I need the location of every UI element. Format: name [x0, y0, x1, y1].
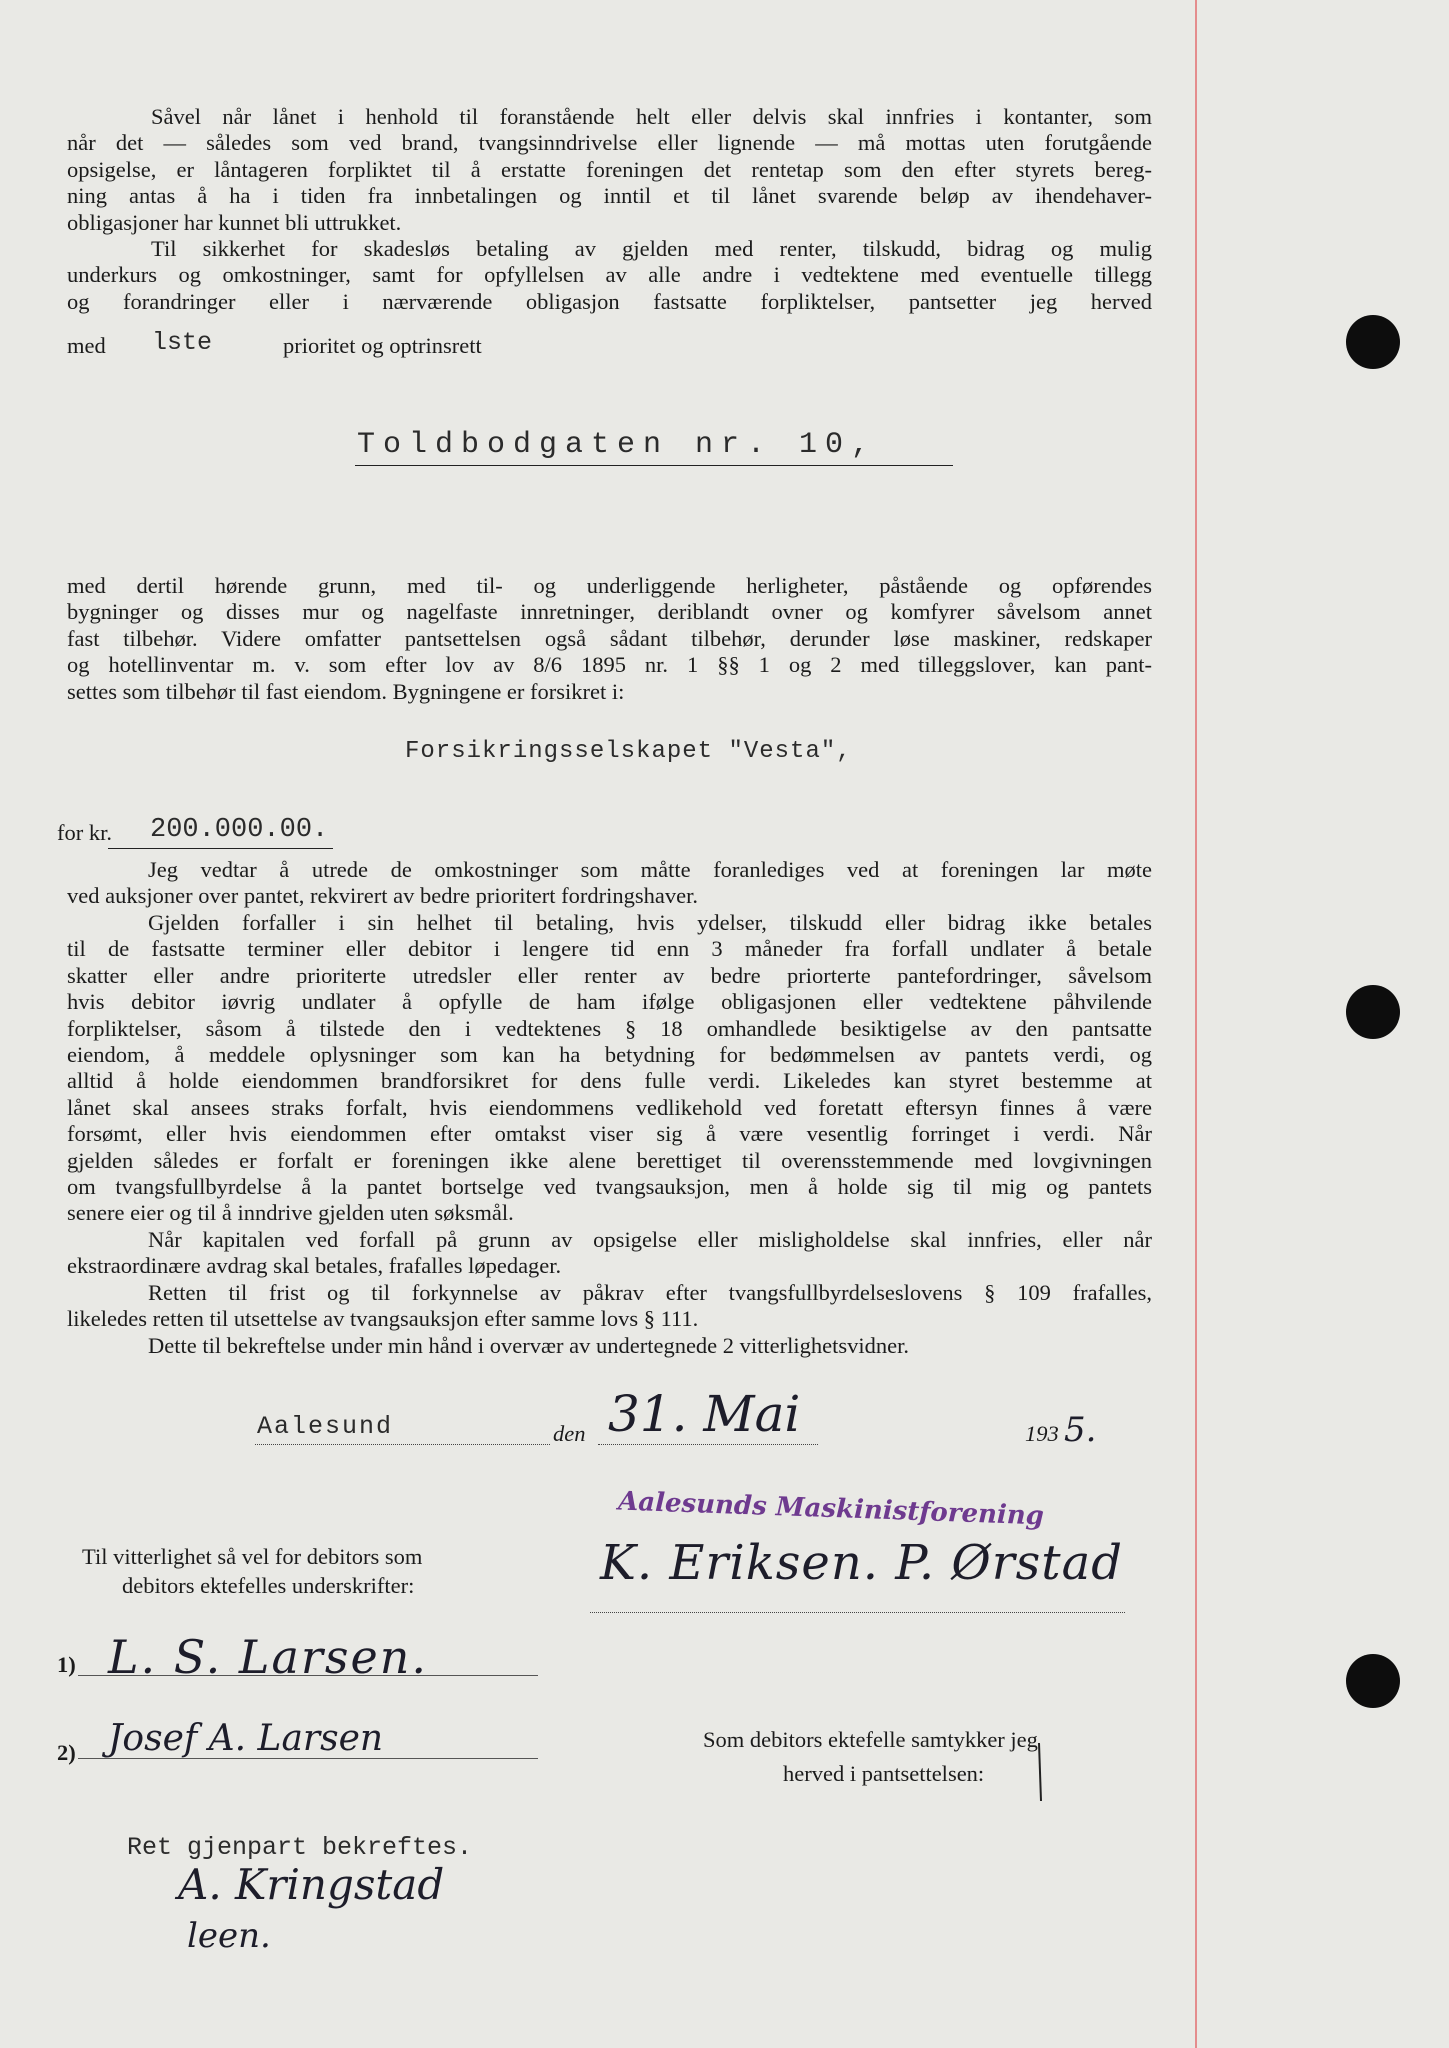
property-address: Toldbodgaten nr. 10,: [357, 428, 878, 462]
certifier-signature: A. Kringstad: [178, 1860, 445, 1909]
witness-1-signature: L. S. Larsen.: [108, 1630, 428, 1684]
paragraph-appurtenances: med dertil hørende grunn, med til- og underliggende herligheter, påstående og opførendes bygninger og disses mur og nagelfaste innretninger, deriblandt ovner og komfyrer såvelsom annet fast tilbehør. Videre omfatter pantsettelsen også sådant tilbehør, derunder løse maskiner, redskaper og hotellinventar m. v. som efter lov av 8/6 1895 nr. 1 §§ 1 og 2 med tilleggslover, kan pant- settes som tilbehør til fast eiendom. Bygningene er forsikret i:: [67, 573, 1152, 704]
witness-1-line: [78, 1675, 538, 1676]
address-underline: [355, 465, 953, 466]
margin-rule: [1195, 0, 1197, 2048]
priority-prefix: med: [67, 333, 106, 358]
year-digit: 5.: [1064, 1410, 1097, 1450]
paragraph-security: Til sikkerhet for skadesløs betaling av gjelden med renter, tilskudd, bidrag og mulig underkurs og omkostninger, samt for opfyllelsen av alle andre i vedtektene med eventuelle tillegg og forandringer eller i nærværende obligasjon fastsatte forpliktelser, pantsetter jeg herved: [67, 236, 1152, 314]
place: Aalesund: [257, 1412, 394, 1441]
organization-stamp: Aalesunds Maskinistforening: [617, 1486, 1045, 1532]
certification-text: Ret gjenpart bekreftes.: [127, 1833, 473, 1862]
witness-heading-line-1: Til vitterlighet så vel for debitors som: [82, 1544, 423, 1569]
spouse-consent-line-2: herved i pantsettelsen:: [783, 1761, 985, 1786]
date-den-label: den: [553, 1421, 586, 1446]
paragraph-confirmation: Dette til bekreftelse under min hånd i overvær av undertegnede 2 vitterlighetsvidner.: [148, 1333, 910, 1358]
witness-2-line: [78, 1758, 538, 1759]
witness-1-number: 1): [57, 1652, 76, 1677]
place-dotted-line: [255, 1444, 550, 1445]
insured-amount: 200.000.00.: [150, 815, 329, 845]
spouse-consent-line-1: Som debitors ektefelle samtykker jeg: [703, 1727, 1038, 1752]
debtor-signature: K. Eriksen. P. Ørstad: [600, 1535, 1123, 1591]
certifier-title: leen.: [187, 1916, 271, 1956]
paragraph-capital: Når kapitalen ved forfall på grunn av opsigelse eller misligholdelse skal innfries, eller når ekstraordinære avdrag skal betales, frafalles løpedager.: [67, 1227, 1152, 1279]
amount-underline: [108, 848, 333, 849]
paragraph-default: Gjelden forfaller i sin helhet til betaling, hvis ydelser, tilskudd eller bidrag ikke betales til de fastsatte terminer eller debitor i lengere tid enn 3 måneder fra forfall undlater å betale skatter eller andre prioriterte utredsler eller renter av bedre priorterte pantefordringer, såvelsom hvis debitor iøvrig undlater å opfylle de ham ifølge obligasjonen eller vedtektene påhvilende forpliktelser, såsom å tilstede den i vedtektenes § 18 omhandlede besiktigelse av den pantsatte eiendom, å meddele oplysninger som kan ha betydning for bedømmelsen av pantets verdi, og alltid å holde eiendommen brandforsikret for dens fulle verdi. Likeledes kan styret bestemme at lånet skal ansees straks forfalt, hvis eiendommens vedlikehold ved foretatt eftersyn finnes å være forsømt, eller hvis eiendommen efter omtakst viser sig å være vesentlig forringet i verdi. Når gjelden således er forfalt er foreningen ikke alene berettiget til overensstemmende med lovgivningen om tvangsfullbyrdelse å la pantet bortselge ved tvangsauksjon, men å holde sig til mig og pantets senere eier og til å inndrive gjelden uten søksmål.: [67, 910, 1152, 1226]
punch-hole: [1346, 315, 1400, 369]
witness-2-number: 2): [57, 1740, 76, 1765]
paragraph-costs: Jeg vedtar å utrede de omkostninger som måtte foranlediges ved at foreningen lar møte ved auksjoner over pantet, rekvirert av bedre prioritert fordringshaver.: [67, 857, 1152, 909]
priority-value: lste: [152, 328, 213, 357]
witness-heading-line-2: debitors ektefelles underskrifter:: [122, 1573, 415, 1598]
debtor-signature-line: [590, 1612, 1125, 1613]
spouse-signature-mark: [1035, 1743, 1045, 1803]
punch-hole: [1346, 1654, 1400, 1708]
date-dotted-line: [598, 1444, 818, 1445]
punch-hole: [1346, 985, 1400, 1039]
paragraph-waiver: Retten til frist og til forkynnelse av påkrav efter tvangsfullbyrdelseslovens § 109 frafalles, likeledes retten til utsettelse av tvangsauksjon efter samme lovs § 111.: [67, 1280, 1152, 1332]
witness-2-signature: Josef A. Larsen: [108, 1718, 384, 1759]
year-prefix: 193: [1025, 1421, 1059, 1446]
date-handwritten: 31. Mai: [608, 1385, 801, 1443]
insurer-name: Forsikringsselskapet "Vesta",: [405, 738, 852, 765]
paragraph-repayment: Såvel når lånet i henhold til foranstående helt eller delvis skal innfries i kontanter, som når det — således som ved brand, tvangsinndrivelse eller lignende — må mottas uten forutgående opsigelse, er låntageren forpliktet til å erstatte foreningen det rentetap som den efter styrets bereg- ning antas å ha i tiden fra innbetalingen og inntil et til lånet svarende beløp av ihendehaver- obligasjoner har kunnet bli uttrukket.: [67, 104, 1152, 235]
amount-prefix: for kr.: [57, 820, 112, 845]
priority-suffix: prioritet og optrinsrett: [283, 333, 482, 358]
